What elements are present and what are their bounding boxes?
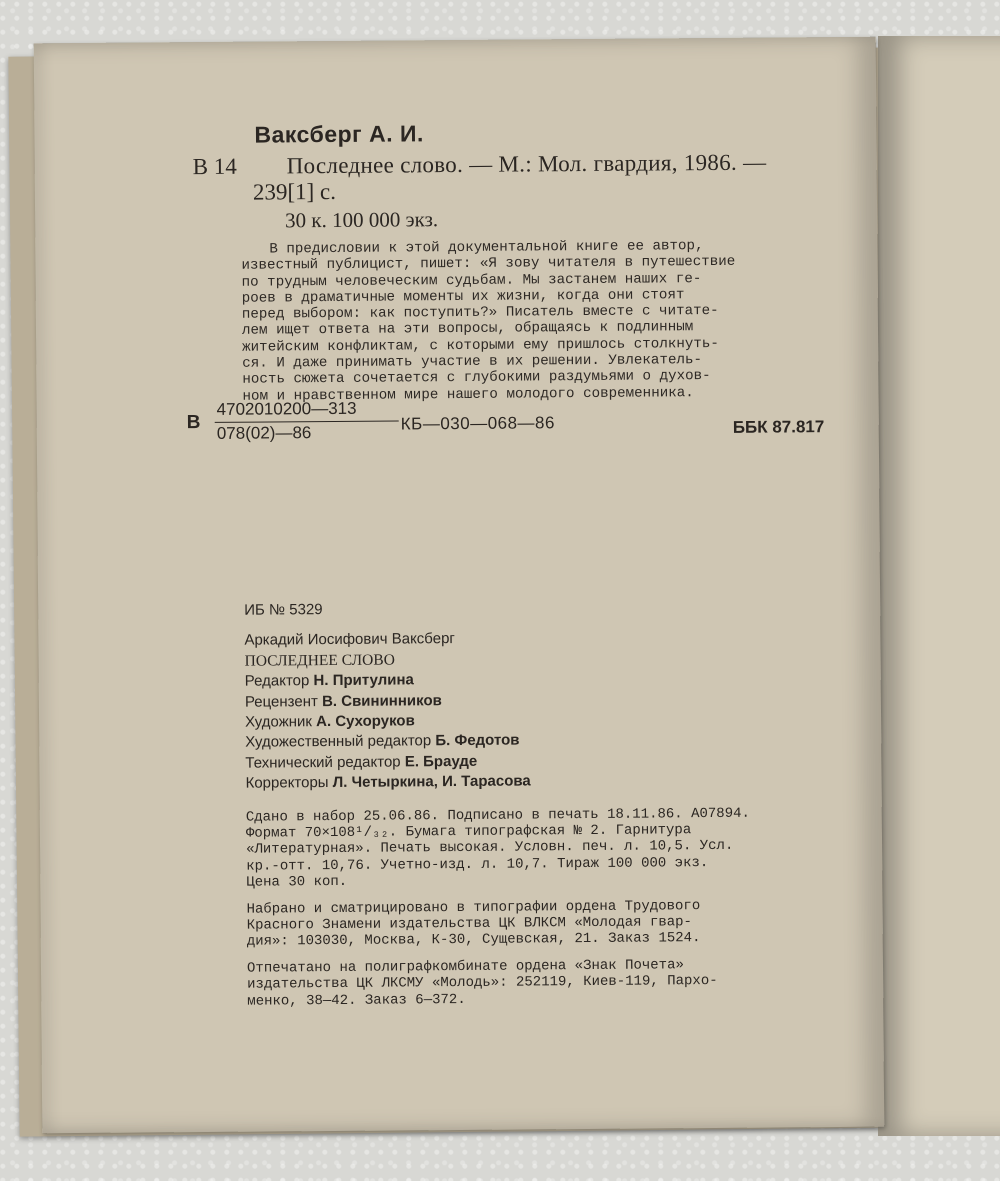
index-denominator: 078(02)—86 [216, 423, 312, 443]
catalog-code: В 14 [192, 153, 237, 180]
credit-proofreaders: Корректоры Л. Четыркина, И. Тарасова [245, 772, 531, 792]
annotation-line: ность сюжета сочетается с глубокими раздумьями о духов- [242, 368, 711, 389]
typeset-info [246, 897, 826, 951]
index-numerator: 4702010200—313 [216, 398, 357, 419]
annotation [241, 237, 808, 404]
annotation-line: по трудным человеческим судьбам. Мы застанем наших ге- [241, 270, 702, 291]
print-detail-line: Формат 70×108¹/₃₂. Бумага типографская № 2. Гарнитура [245, 822, 692, 842]
annotation-line: известный публицист, пишет: «Я зову читателя в путешествие [241, 254, 736, 274]
annotation-line: ном и нравственном мире нашего молодого современника. [242, 384, 694, 405]
catalog-main-line1: Последнее слово. — М.: Мол. гвардия, 1986. — [286, 149, 767, 179]
credit-reviewer: Рецензент В. Свининников [244, 691, 442, 711]
imprint [244, 597, 827, 1010]
catalog-main-line2: 239[1] с. [252, 178, 337, 205]
typeset-line: Набрано и сматрицировано в типографии ордена Трудового [246, 897, 701, 918]
annotation-line: житейским конфликтам, с которыми ему пришлось столкнуть- [242, 335, 719, 356]
annotation-line: роев в драматичные моменты их жизни, когда они стоят [241, 287, 685, 307]
typeset-line: дия»: 103030, Москва, К-30, Сущевская, 21. Заказ 1524. [246, 930, 701, 951]
annotation-line: В предисловии к этой документальной книге ее автор, [269, 238, 704, 258]
index-bbk: ББК 87.817 [732, 417, 825, 437]
catalog-price: 30 к. 100 000 экз. [285, 207, 439, 233]
index-letter: В [186, 412, 201, 434]
credit-art-editor: Художественный редактор Б. Федотов [245, 731, 520, 752]
typeset-line: Красного Знамени издательства ЦК ВЛКСМ «Молодая гвар- [246, 914, 692, 934]
credit-artist: Художник А. Сухоруков [245, 712, 415, 731]
printed-line: Отпечатано на полиграфкомбинате ордена «Знак Почета» [246, 957, 684, 977]
printed-info [247, 956, 827, 1010]
print-detail-line: кр.-отт. 10,76. Учетно-изд. л. 10,7. Тираж 100 000 экз. [246, 854, 709, 875]
print-details [246, 805, 827, 892]
annotation-line: перед выбором: как поступить?» Писатель вместе с читате- [241, 303, 719, 323]
printed-line: издательства ЦК ЛКСМУ «Молодь»: 252119, Киев-119, Пархо- [247, 973, 718, 993]
imprint-ib: ИБ № 5329 [244, 601, 323, 619]
print-detail-line: Сдано в набор 25.06.86. Подписано в печать 18.11.86. А07894. [245, 805, 750, 826]
printed-line: менко, 38—42. Заказ 6—372. [247, 991, 466, 1010]
imprint-full-author: Аркадий Иосифович Ваксберг [244, 630, 455, 650]
catalog-author: Ваксберг А. И. [254, 120, 424, 148]
annotation-line: лем ищет ответа на эти вопросы, обращаясь к подлинным [241, 319, 694, 340]
print-detail-line: «Литературная». Печать высокая. Условн. печ. л. 10,5. Усл. [246, 838, 734, 859]
print-detail-line: Цена 30 коп. [246, 874, 348, 891]
annotation-line: ся. И даже принимать участие в их решении. Увлекатель- [242, 352, 703, 372]
credit-tech-editor: Технический редактор Е. Брауде [245, 752, 478, 772]
facing-page [878, 36, 1000, 1136]
credit-editor: Редактор Н. Притулина [244, 671, 414, 690]
book-page [34, 37, 885, 1134]
index-kb: КБ—030—068—86 [400, 413, 556, 434]
imprint-title: ПОСЛЕДНЕЕ СЛОВО [244, 651, 395, 670]
